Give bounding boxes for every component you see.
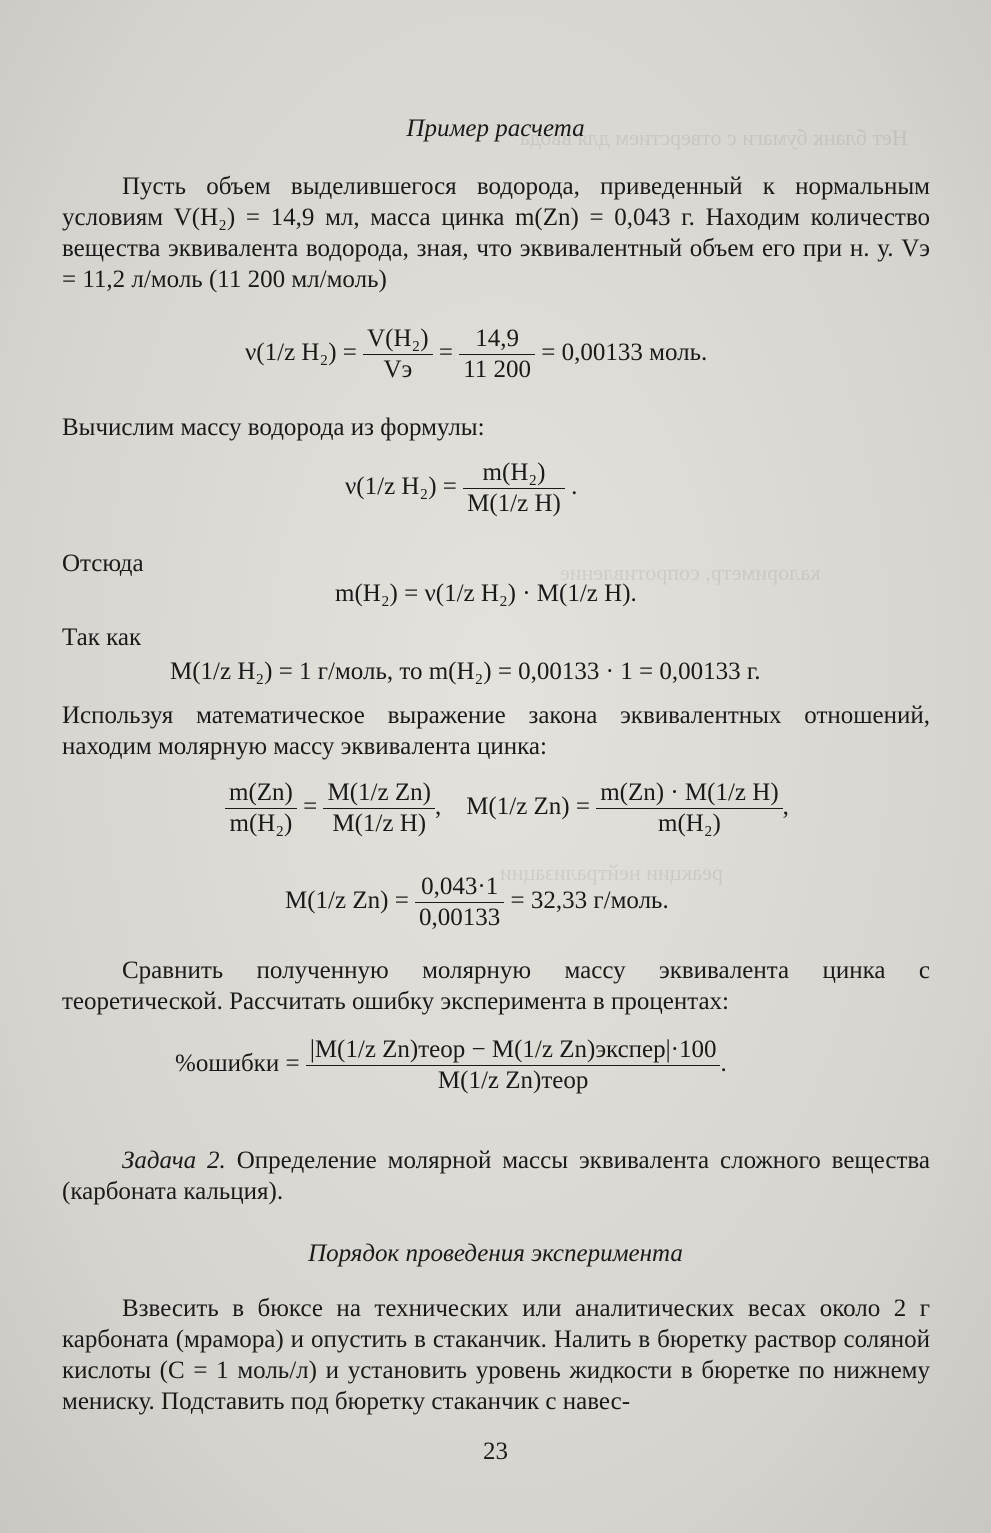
paragraph-4: Так как xyxy=(62,624,142,651)
eq1-fraction-2: $\frac{14,9}{11 200}$ xyxy=(459,324,535,385)
eq5-lhs: M(1/z Zn) = xyxy=(466,793,590,821)
task-2-text: Определение молярной массы эквивалента сложного вещества (карбоната кальция). xyxy=(62,1147,930,1205)
eq6-lhs: M(1/z Zn) = xyxy=(285,887,409,915)
eq7-fraction: $\frac{\text{|M(1/z Zn)теор − M(1/z Zn)экспер|·100}}{\text{M(1/z Zn)теор}}$ xyxy=(306,1035,721,1096)
eq1-result: = 0,00133 моль. xyxy=(541,339,708,367)
eq5-end: , xyxy=(782,793,789,821)
equation-4: M(1/z H₂) = 1 г/моль, то m(H₂) = 0,00133 · 1 = 0,00133 г. xyxy=(170,658,761,685)
eq1-fraction-1: $\frac{\text{V(H₂)}}{Vэ}$ xyxy=(363,324,432,385)
paragraph-2: Вычислим массу водорода из формулы: xyxy=(62,414,485,441)
equation-1 xyxy=(245,324,707,385)
paragraph-1: Пусть объем выделившегося водорода, приведенный к нормальным условиям V(H₂) = 14,9 мл, масса цинка m(Zn) = 0,043 г. Находим количество вещества эквивалента водорода, зная, что эквивалентный объем его при н. у. Vэ = 11,2 л/моль (11 200 мл/моль) xyxy=(62,173,930,293)
task-2-paragraph xyxy=(62,1145,930,1207)
eq5-fraction-a: $\frac{m(Zn)}{\text{m(H₂)}}$ xyxy=(225,778,297,839)
eq7-lhs: %ошибки = xyxy=(175,1050,300,1078)
equation-6 xyxy=(285,872,669,933)
eq5-fraction-b: $\frac{\text{M(1/z Zn)}}{\text{M(1/z H)}}$ xyxy=(323,778,434,839)
heading-example: Пример расчета xyxy=(406,115,585,142)
eq5-separator: , xyxy=(434,793,442,821)
eq1-lhs: ν(1/z H₂) = xyxy=(245,339,357,367)
task-2-label: Задача 2. xyxy=(122,1147,226,1174)
bleed-through-text: Нет бланк бумаги с отверстием для ввода xyxy=(520,125,908,150)
eq5-equals: = xyxy=(303,793,318,821)
equation-3: m(H₂) = ν(1/z H₂) · M(1/z H). xyxy=(335,580,637,607)
equation-7 xyxy=(175,1035,727,1096)
bleed-through-text: калориметр, сопротивление xyxy=(560,560,821,585)
eq7-end: . xyxy=(720,1050,727,1078)
paragraph-6: Сравнить полученную молярную массу эквивалента цинка с теоретической. Рассчитать ошибку эксперимента в процентах: xyxy=(62,957,930,1015)
equation-2 xyxy=(345,458,577,519)
paragraph-3: Отсюда xyxy=(62,550,144,577)
eq5-fraction-c: $\frac{\text{m(Zn) · M(1/z H)}}{\text{m(H₂)}}$ xyxy=(596,778,782,839)
eq2-end: . xyxy=(571,473,578,501)
page-number: 23 xyxy=(483,1438,508,1465)
paragraph-7: Взвесить в бюксе на технических или аналитических весах около 2 г карбоната (мрамора) и опустить в стаканчик. Налить в бюретку раствор соляной кислоты (C = 1 моль/л) и установить уровень жидкости в бюретке по нижнему мениску. Подставить под бюретку стаканчик с навес- xyxy=(62,1295,930,1415)
paragraph-5: Используя математическое выражение закона эквивалентных отношений, находим молярную массу эквивалента цинка: xyxy=(62,702,930,760)
eq6-result: = 32,33 г/моль. xyxy=(510,887,669,915)
heading-procedure: Порядок проведения эксперимента xyxy=(308,1240,683,1267)
eq1-equals: = xyxy=(438,339,453,367)
eq6-fraction: $\frac{0,043\cdot 1}{0,00133}$ xyxy=(415,872,504,933)
eq2-lhs: ν(1/z H₂) = xyxy=(345,473,457,501)
bleed-through-text: реакции нейтрализации xyxy=(500,860,723,885)
eq2-fraction: $\frac{\text{m(H₂)}}{\text{M(1/z H)}}$ xyxy=(463,458,565,519)
equation-5 xyxy=(225,778,789,839)
